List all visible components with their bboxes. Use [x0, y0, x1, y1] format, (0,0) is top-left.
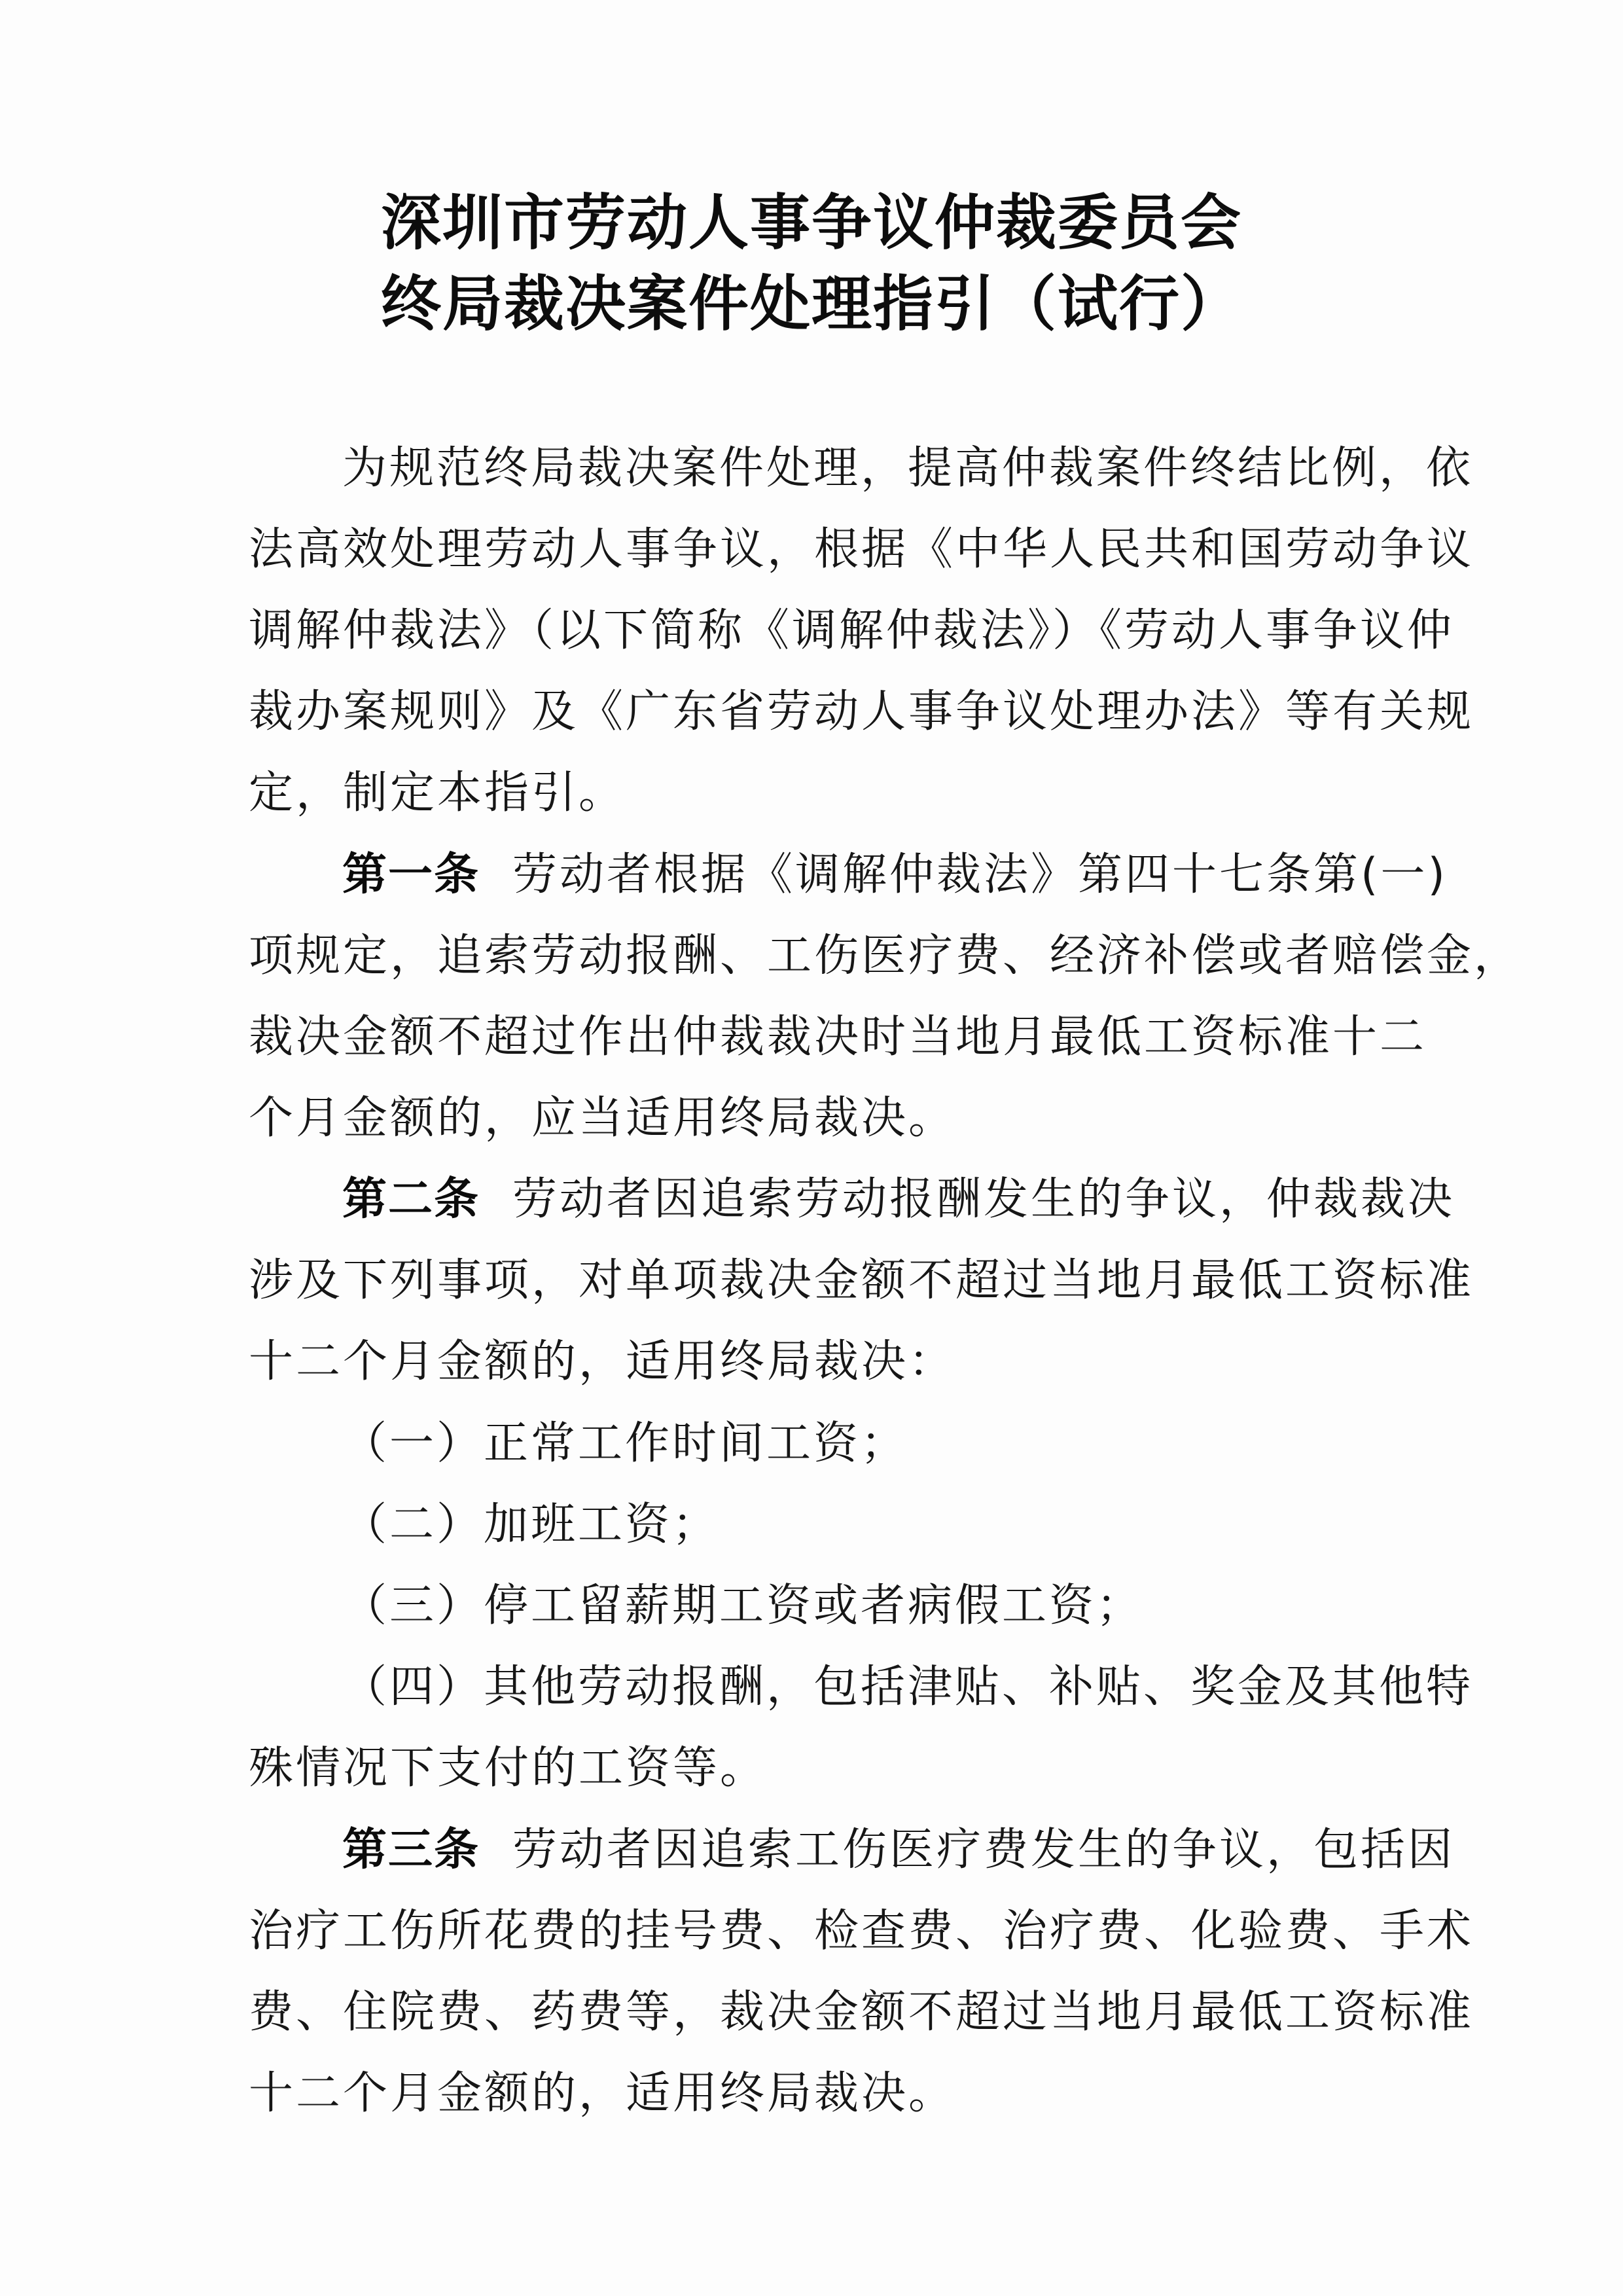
article-1-text: 劳动者根据《调解仲裁法》第四十七条第(一): [512, 849, 1448, 901]
article-2-item-1: （一）正常工作时间工资；: [342, 1418, 908, 1469]
article-2-line-1: [342, 1174, 1455, 1226]
document-title-line-2: 终局裁决案件处理指引（试行）: [380, 268, 1242, 339]
article-2-line-2: 涉及下列事项，对单项裁决金额不超过当地月最低工资标准: [249, 1255, 1474, 1306]
preamble-line-1: 为规范终局裁决案件处理，提高仲裁案件终结比例，依: [342, 442, 1474, 494]
article-1-line-2: 项规定，追索劳动报酬、工伤医疗费、经济补偿或者赔偿金，: [249, 930, 1522, 982]
preamble-line-4: 裁办案规则》及《广东省劳动人事争议处理办法》等有关规: [249, 686, 1474, 738]
article-3-line-4: 十二个月金额的，适用终局裁决。: [249, 2068, 956, 2119]
article-3-label: 第三条: [342, 1824, 480, 1876]
article-1-line-1: [342, 849, 1448, 901]
article-1-label: 第一条: [342, 849, 480, 901]
article-3-line-1: [342, 1824, 1455, 1876]
preamble-line-2: 法高效处理劳动人事争议，根据《中华人民共和国劳动争议: [249, 524, 1474, 575]
article-2-label: 第二条: [342, 1174, 480, 1225]
article-2-item-2: （二）加班工资；: [342, 1499, 720, 1551]
article-2-item-4-line-1: （四）其他劳动报酬，包括津贴、补贴、奖金及其他特: [342, 1661, 1474, 1713]
article-2-text: 劳动者因追索劳动报酬发生的争议，仲裁裁决: [512, 1174, 1455, 1225]
article-2-line-3: 十二个月金额的，适用终局裁决：: [249, 1336, 956, 1388]
article-3-line-3: 费、住院费、药费等，裁决金额不超过当地月最低工资标准: [249, 1986, 1474, 2038]
article-2-item-3: （三）停工留薪期工资或者病假工资；: [342, 1580, 1144, 1632]
preamble-line-3: 调解仲裁法》（以下简称《调解仲裁法》）《劳动人事争议仲: [249, 605, 1455, 656]
article-3-text: 劳动者因追索工伤医疗费发生的争议，包括因: [512, 1824, 1455, 1876]
article-3-line-2: 治疗工伤所花费的挂号费、检查费、治疗费、化验费、手术: [249, 1905, 1474, 1957]
document-title-line-1: 深圳市劳动人事争议仲裁委员会: [380, 187, 1242, 258]
article-1-line-3: 裁决金额不超过作出仲裁裁决时当地月最低工资标准十二: [249, 1011, 1427, 1063]
article-1-line-4: 个月金额的，应当适用终局裁决。: [249, 1092, 956, 1144]
preamble-line-5: 定，制定本指引。: [249, 767, 626, 819]
article-2-item-4-line-2: 殊情况下支付的工资等。: [249, 1742, 768, 1794]
